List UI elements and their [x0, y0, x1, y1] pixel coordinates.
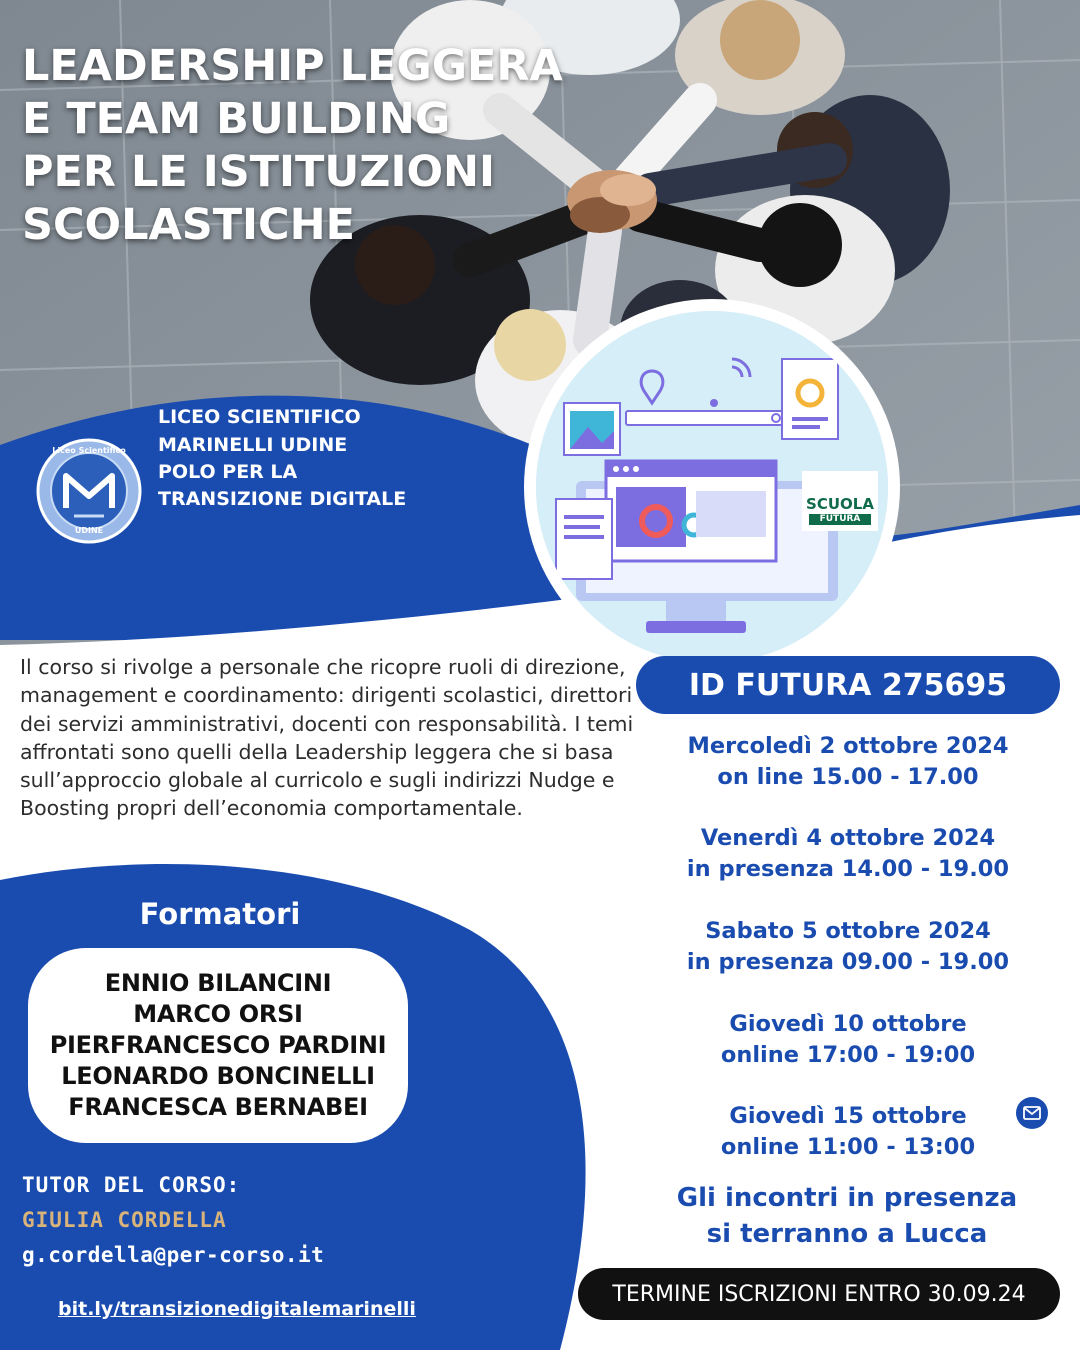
location-note	[610, 1180, 1080, 1252]
registration-deadline: TERMINE ISCRIZIONI ENTRO 30.09.24	[578, 1268, 1060, 1320]
location-line-1: Gli incontri in presenza	[676, 1183, 1018, 1213]
session-date: Mercoledì 2 ottobre 2024	[687, 733, 1009, 759]
title-line-4: SCOLASTICHE	[22, 200, 355, 250]
session-detail: online 17:00 - 19:00	[720, 1042, 976, 1068]
session-detail: online 11:00 - 13:00	[720, 1134, 976, 1160]
badge-line-2: FUTURA	[809, 514, 871, 525]
trainer-name: FRANCESCA BERNABEI	[68, 1093, 368, 1121]
session-detail: in presenza 14.00 - 19.00	[686, 856, 1010, 882]
school-line-3: POLO PER LA	[158, 461, 298, 483]
session-date: Giovedì 15 ottobre	[729, 1103, 967, 1129]
trainer-name: LEONARDO BONCINELLI	[61, 1062, 375, 1090]
session-detail: on line 15.00 - 17.00	[717, 764, 979, 790]
trainer-name: ENNIO BILANCINI	[104, 969, 332, 997]
trainers-heading: Formatori	[139, 897, 301, 931]
school-line-1: LICEO SCIENTIFICO	[158, 406, 361, 428]
title-line-3: PER LE ISTITUZIONI	[22, 147, 495, 197]
digital-illustration	[536, 311, 888, 663]
trainer-name: PIERFRANCESCO PARDINI	[49, 1031, 387, 1059]
session-1	[618, 731, 1078, 793]
session-date: Venerdì 4 ottobre 2024	[700, 825, 996, 851]
trainers-list	[28, 948, 408, 1143]
session-5	[618, 1101, 1078, 1163]
course-description: Il corso si rivolge a personale che ricopre ruoli di direzione, management e coordinamento: dirigenti scolastici, direttori dei servizi amministrativi, docenti con responsabilità. I temi affrontati sono quelli della Leadership leggera che si basa sull’approccio globale al curricolo e sugli indirizzi Nudge e Boosting propri dell’economia comportamentale.	[20, 655, 634, 821]
session-3	[618, 916, 1078, 978]
session-detail: in presenza 09.00 - 19.00	[686, 949, 1010, 975]
location-line-2: si terranno a Lucca	[706, 1219, 988, 1249]
title-line-1: LEADERSHIP LEGGERA	[22, 41, 563, 91]
school-line-2: MARINELLI UDINE	[158, 434, 348, 456]
badge-line-1: SCUOLA	[806, 495, 874, 513]
session-date: Sabato 5 ottobre 2024	[705, 918, 991, 944]
logo-text: Liceo Scientifico	[52, 446, 126, 455]
session-date: Giovedì 10 ottobre	[729, 1011, 967, 1037]
trainer-name: MARCO ORSI	[133, 1000, 303, 1028]
tutor-email-link[interactable]: g.cordella@per-corso.it	[22, 1243, 325, 1267]
logo-bottom-text: UDINE	[74, 526, 104, 535]
tutor-label: TUTOR DEL CORSO:	[22, 1173, 241, 1197]
school-line-4: TRANSIZIONE DIGITALE	[158, 488, 407, 510]
session-4	[618, 1009, 1078, 1071]
course-link[interactable]: bit.ly/transizionedigitalemarinelli	[58, 1298, 416, 1320]
id-futura-badge: ID FUTURA 275695	[636, 656, 1060, 714]
mail-icon[interactable]	[1016, 1097, 1048, 1129]
title-line-2: E TEAM BUILDING	[22, 94, 451, 144]
session-2	[618, 823, 1078, 885]
tutor-name: GIULIA CORDELLA	[22, 1208, 227, 1232]
scuola-futura-badge	[805, 497, 875, 525]
